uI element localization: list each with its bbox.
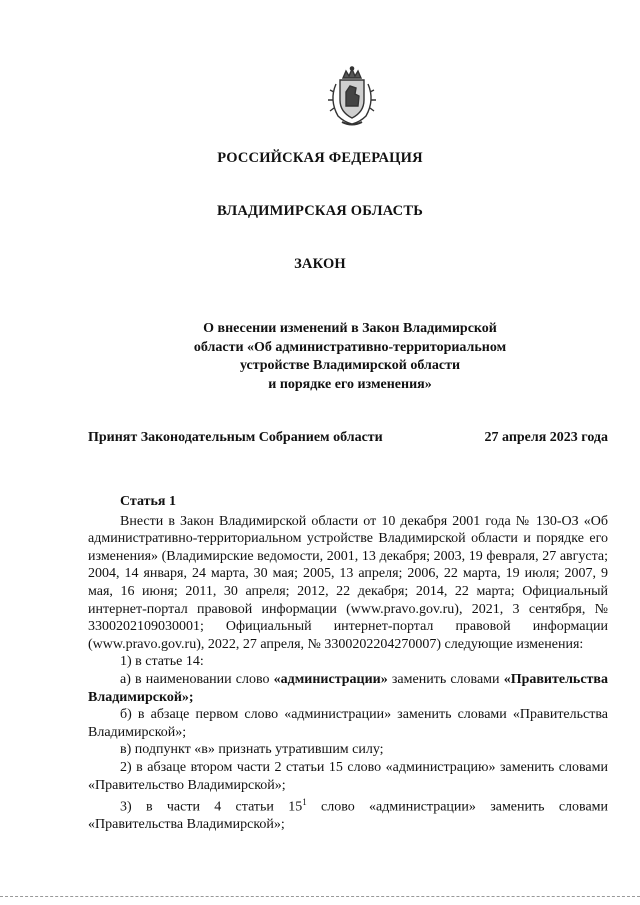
article-body bbox=[88, 493, 608, 834]
law-title-line: области «Об административно-территориальном bbox=[193, 339, 507, 355]
item-text: слово «администрации» заменить словами «Правительства Владимирской»; bbox=[88, 799, 609, 833]
emphasized-replacement: «Правительства Владимирской»; bbox=[88, 671, 608, 705]
list-item: 1) в статье 14: bbox=[120, 654, 204, 670]
item-text: заменить словами bbox=[387, 671, 504, 687]
article-intro-paragraph: Внести в Закон Владимирской области от 10 декабря 2001 года № 130-ОЗ «Об административно-территориальном устройстве Владимирской области и порядке его изменения» (Владимирские ведомости, 2001, 13 декабря; 2003, 19 февраля, 27 августа; 2004, 14 января, 24 марта, 30 мая; 2005, 13 апреля; 2006, 22 марта, 19 июля; 2007, 9 мая, 16 июня; 2011, 30 апреля; 2012, 22 декабря; 2014, 22 марта; Официальный интернет-портал правовой информации (www.pravo.gov.ru), 2021, 3 сентября, № 3300202109030001; Официальный интернет-портал правовой информации (www.pravo.gov.ru), 2022, 27 апреля, № 3300202204270007) следующие изменения: bbox=[88, 513, 608, 652]
adoption-line bbox=[88, 430, 608, 446]
item-text: а) в наименовании слово bbox=[120, 671, 274, 687]
document-type-heading: ЗАКОН bbox=[294, 256, 346, 272]
list-item: в) подпункт «в» признать утратившим силу; bbox=[120, 742, 384, 758]
article-heading: Статья 1 bbox=[120, 494, 176, 509]
list-item: б) в абзаце первом слово «администрации» заменить словами «Правительства Владимирской»; bbox=[88, 707, 608, 740]
superscript: 1 bbox=[302, 797, 307, 808]
law-title bbox=[150, 320, 550, 394]
coat-of-arms-emblem bbox=[324, 66, 380, 128]
item-text: 3) в части 4 статьи 15 bbox=[120, 799, 303, 815]
law-title-line: и порядке его изменения» bbox=[268, 376, 432, 392]
adoption-date: 27 апреля 2023 года bbox=[484, 430, 608, 445]
list-item bbox=[88, 794, 608, 834]
page-bottom-divider bbox=[0, 896, 640, 897]
list-item: 2) в абзаце втором части 2 статьи 15 слово «администрацию» заменить словами «Правительство Владимирской»; bbox=[88, 759, 608, 793]
emphasized-word: «администрации» bbox=[273, 671, 388, 687]
adopted-by: Принят Законодательным Собранием области bbox=[88, 430, 383, 445]
list-item bbox=[88, 671, 608, 706]
region-heading: ВЛАДИМИРСКАЯ ОБЛАСТЬ bbox=[217, 203, 423, 219]
federation-heading: РОССИЙСКАЯ ФЕДЕРАЦИЯ bbox=[217, 150, 423, 166]
law-title-line: О внесении изменений в Закон Владимирской bbox=[203, 321, 497, 336]
law-title-line: устройстве Владимирской области bbox=[239, 358, 461, 373]
